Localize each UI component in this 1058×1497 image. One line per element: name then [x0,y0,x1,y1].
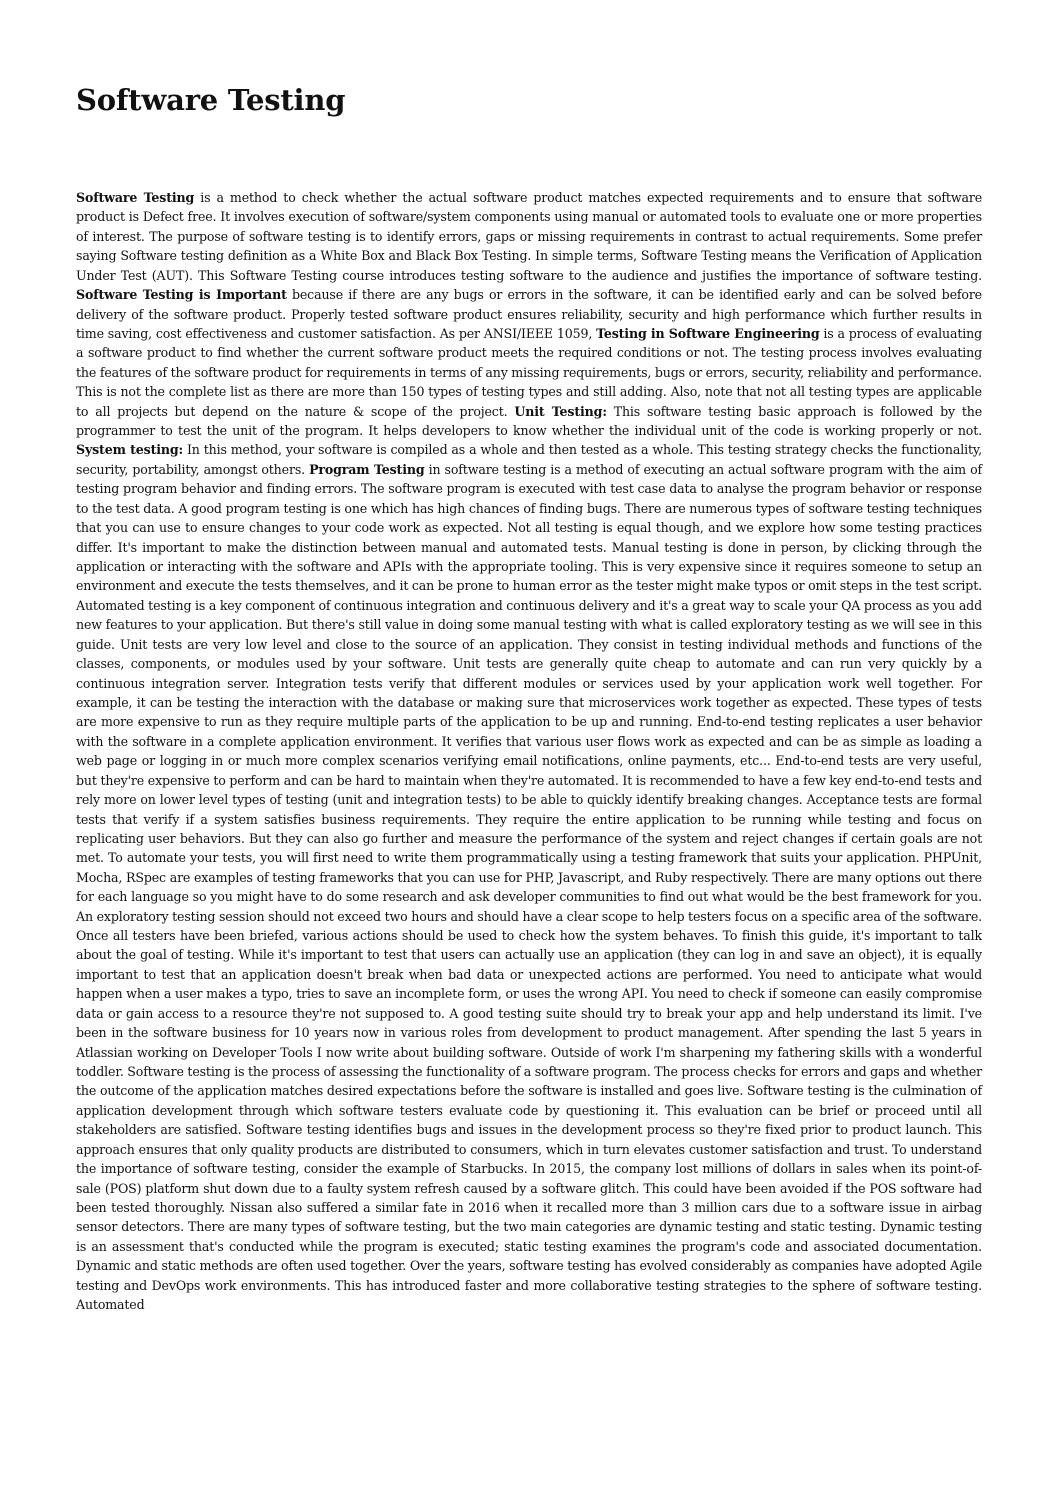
page-title: Software Testing [76,83,346,117]
document-page [76,78,982,1314]
body-paragraph [76,188,982,1314]
bold-term: Software Testing is Important [76,287,287,303]
body-text-run: because if there are any bugs or errors in the software, it can be identified early and can be solved before delivery of the software product. Properly tested software product ensures reliability, security and high performance which further results in time saving, cost effectiveness and customer satisfaction. As per ANSI/IEEE 1059, [76,287,982,341]
body-text-run: is a process of evaluating a software product to find whether the current software product meets the required conditions or not. The testing process involves evaluating the features of the software product for requirements in terms of any missing requirements, bugs or errors, security, reliability and performance. This is not the complete list as there are more than 150 types of testing types and still adding. Also, note that not all testing types are applicable to all projects but depend on the nature & scope of the project. [76,325,982,419]
body-text-run: is a method to check whether the actual software product matches expected requirements and to ensure that software product is Defect free. It involves execution of software/system components using manual or automated tools to evaluate one or more properties of interest. The purpose of software testing is to identify errors, gaps or missing requirements in contrast to actual requirements. Some prefer saying Software testing definition as a White Box and Black Box Testing. In simple terms, Software Testing means the Verification of Application Under Test (AUT). This Software Testing course introduces testing software to the audience and justifies the importance of software testing. [76,190,983,283]
bold-term: System testing: [76,442,184,458]
bold-term: Program Testing [309,461,425,477]
bold-term: Unit Testing: [514,403,607,419]
body-text-run: in software testing is a method of executing an actual software program with the aim of testing program behavior and finding errors. The software program is executed with test case data to analyse the program behavior or response to the test data. A good program testing is one which has high chances of finding bugs. There are numerous types of software testing techniques that you can use to ensure changes to your code work as expected. Not all testing is equal though, and we explore how some testing practices differ. It's important to make the distinction between manual and automated tests. Manual testing is done in person, by clicking through the application or interacting with the software and APIs with the appropriate tooling. This is very expensive since it requires someone to setup an environment and execute the tests themselves, and it can be prone to human error as the tester might make typos or omit steps in the test script. Automated testing is a key component of continuous integration and continuous delivery and it's a great way to scale your QA process as you add new features to your application. But there's still value in doing some manual testing with what is called exploratory testing as we will see in this guide. Unit tests are very low level and close to the source of an application. They consist in testing individual methods and functions of the classes, components, or modules used by your software. Unit tests are generally quite cheap to automate and can run very quickly by a continuous integration server. Integration tests verify that different modules or services used by your application work well together. For example, it can be testing the interaction with the database or making sure that microservices work together as expected. These types of tests are more expensive to run as they require multiple parts of the application to be up and running. End-to-end testing replicates a user behavior with the software in a complete application environment. It verifies that various user flows work as expected and can be as simple as loading a web page or logging in or much more complex scenarios verifying email notifications, online payments, etc... End-to-end tests are very useful, but they're expensive to perform and can be hard to maintain when they're automated. It is recommended to have a few key end-to-end tests and rely more on lower level types of testing (unit and integration tests) to be able to quickly identify breaking changes. Acceptance tests are formal tests that verify if a system satisfies business requirements. They require the entire application to be running while testing and focus on replicating user behaviors. But they can also go further and measure the performance of the system and reject changes if certain goals are not met. To automate your tests, you will first need to write them programmatically using a testing framework that suits your application. PHPUnit, Mocha, RSpec are examples of testing frameworks that you can use for PHP, Javascript, and Ruby respectively. There are many options out there for each language so you might have to do some research and ask developer communities to find out what would be the best framework for you. An exploratory testing session should not exceed two hours and should have a clear scope to help testers focus on a specific area of the software. Once all testers have been briefed, various actions should be used to check how the system behaves. To finish this guide, it's important to talk about the goal of testing. While it's important to test that users can actually use an application (they can log in and save an object), it is equally important to test that an application doesn't break when bad data or unexpected actions are performed. You need to anticipate what would happen when a user makes a typo, tries to save an incomplete form, or uses the wrong API. You need to check if someone can easily compromise data or gain access to a resource they're not supposed to. A good testing suite should try to break your app and help understand its limit. I've been in the software business for 10 years now in various roles from development to product management. After spending the last 5 years in Atlassian working on Developer Tools I now write about building software. Outside of work I'm sharpening my fathering skills with a wonderful toddler. Software testing is the process of assessing the functionality of a software program. The process checks for errors and gaps and whether the outcome of the application matches desired expectations before the software is installed and goes live. Software testing is the culmination of application development through which software testers evaluate code by questioning it. This evaluation can be brief or proceed until all stakeholders are satisfied. Software testing identifies bugs and issues in the development process so they're fixed prior to product launch. This approach ensures that only quality products are distributed to consumers, which in turn elevates customer satisfaction and trust. To understand the importance of software testing, consider the example of Starbucks. In 2015, the company lost millions of dollars in sales when its point-of-sale (POS) platform shut down due to a faulty system refresh caused by a software glitch. This could have been avoided if the POS software had been tested thoroughly. Nissan also suffered a similar fate in 2016 when it recalled more than 3 million cars due to a software issue in airbag sensor detectors. There are many types of software testing, but the two main categories are dynamic testing and static testing. Dynamic testing is an assessment that's conducted while the program is executed; static testing examines the program's code and associated documentation. Dynamic and static methods are often used together. Over the years, software testing has evolved considerably as companies have adopted Agile testing and DevOps work environments. This has introduced faster and more collaborative testing strategies to the sphere of software testing. Automated [76,461,983,1313]
bold-term: Testing in Software Engineering [596,325,820,341]
body-text-run: This software testing basic approach is followed by the programmer to test the unit of the program. It helps developers to know whether the individual unit of the code is working properly or not. [76,403,983,439]
bold-term: Software Testing [76,190,195,205]
body-text-run: In this method, your software is compiled as a whole and then tested as a whole. This testing strategy checks the functionality, security, portability, amongst others. [76,442,982,477]
